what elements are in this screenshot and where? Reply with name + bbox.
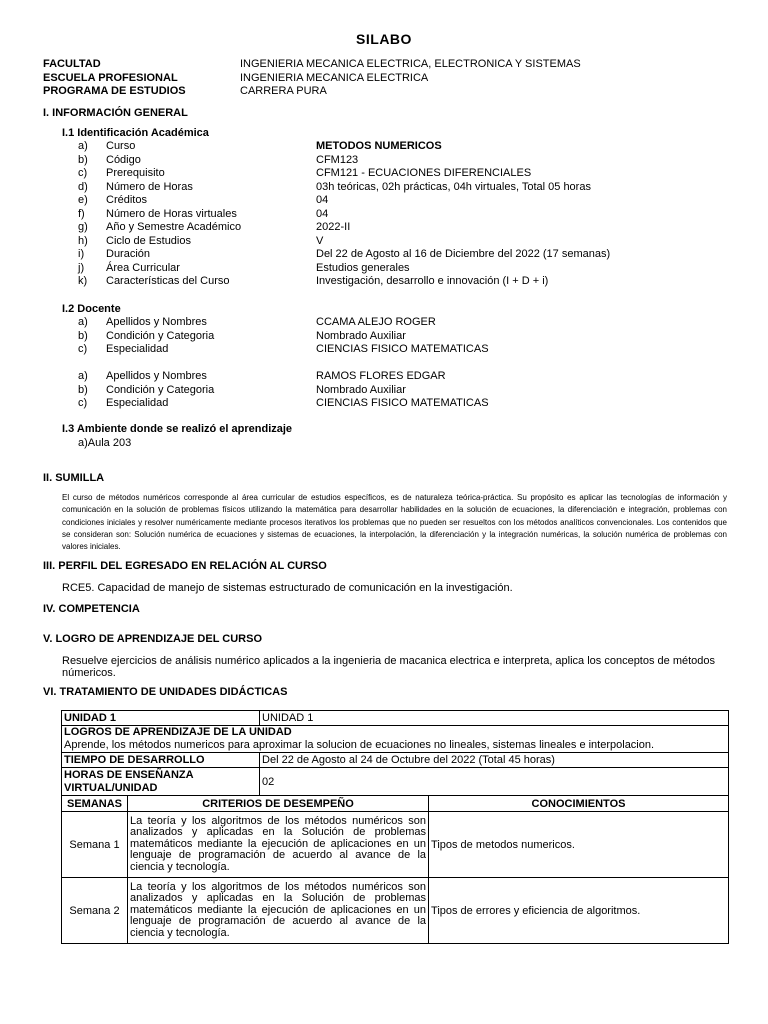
item-letter: a) [78,140,88,152]
header-label: FACULTAD [43,58,101,70]
classroom-item [78,437,131,449]
item-label: Número de Horas [106,180,193,193]
item-letter: b) [78,153,88,166]
knowledge-cell: Tipos de metodos numericos. [429,812,729,878]
item-letter: b) [78,329,88,342]
week-cell: Semana 1 [62,812,128,878]
item-label: Número de Horas virtuales [106,207,237,220]
section-6-title: VI. TRATAMIENTO DE UNIDADES DIDÁCTICAS [43,686,288,698]
item-letter: a) [78,370,88,382]
table-row [62,768,729,796]
criteria-cell: La teoría y los algoritmos de los métodos numéricos son analizados y aplicadas en la Solución de problemas matemáticos mediante la ejecución de aplicaciones en un lenguaje de programación de acuerdo al avance de la ciencia y tecnología. [128,878,429,944]
item-label: Año y Semestre Académico [106,221,242,233]
list-item [0,181,768,194]
section-2-title: II. SUMILLA [43,472,105,484]
item-value: 03h teóricas, 02h prácticas, 04h virtuales, Total 05 horas [316,180,591,193]
item-label: Área Curricular [106,261,180,274]
item-value: CIENCIAS FISICO MATEMATICAS [316,343,489,355]
section-3-title: III. PERFIL DEL EGRESADO EN RELACIÓN AL CURSO [43,560,327,572]
item-letter: c) [78,167,88,179]
list-item [0,275,768,288]
logros-text: Aprende, los métodos numericos para aproximar la solucion de ecuaciones no lineales, sistemas lineales e interpolacion. [64,739,655,751]
subsection-1-2-title: I.2 Docente [62,303,121,315]
logros-label: LOGROS DE APRENDIZAJE DE LA UNIDAD [64,726,292,738]
horas-label-cell: HORAS DE ENSEÑANZA VIRTUAL/UNIDAD [62,768,260,796]
list-item [0,262,768,275]
item-value: V [316,234,324,247]
item-value: Del 22 de Agosto al 16 de Diciembre del 2022 (17 semanas) [316,248,611,260]
item-letter: b) [78,383,88,396]
item-letter: a) [78,316,88,328]
item-label: Prerequisito [106,167,165,179]
item-label: Apellidos y Nombres [106,370,207,382]
item-label: Especialidad [106,343,169,355]
logro-text: Resuelve ejercicios de análisis numérico aplicados a la ingenieria de macanica electrica e interpreta, aplica los conceptos de métodos númericos. [62,655,716,679]
item-label: Características del Curso [106,275,230,287]
list-item [0,370,768,383]
list-item [0,194,768,207]
horas-value-cell: 02 [260,768,729,796]
item-value: METODOS NUMERICOS [316,140,442,152]
item-letter: k) [78,275,88,287]
table-row [62,878,729,944]
table-row [62,812,729,878]
item-label: Duración [106,248,151,260]
col-header-conocimientos: CONOCIMIENTOS [429,796,729,812]
col-header-semanas: SEMANAS [62,796,128,812]
item-letter: g) [78,221,88,233]
unit-label-cell: UNIDAD 1 [62,711,260,726]
header-label: ESCUELA PROFESIONAL [43,72,178,84]
subsection-1-3-title: I.3 Ambiente donde se realizó el aprendizaje [62,423,293,435]
list-item [0,221,768,234]
item-letter: h) [78,234,88,247]
item-value: 04 [316,207,329,220]
list-item [0,384,768,397]
list-item [0,140,768,153]
classroom-value: Aula 203 [87,437,132,449]
item-label: Créditos [106,194,147,206]
item-label: Curso [106,140,136,152]
document-title: SILABO [356,31,412,47]
item-label: Especialidad [106,397,169,409]
item-value: Nombrado Auxiliar [316,383,406,396]
table-row [62,753,729,768]
list-item [0,154,768,167]
item-letter: e) [78,194,88,206]
list-item [0,316,768,329]
item-label: Código [106,153,141,166]
item-letter: c) [78,397,88,409]
item-value: CFM123 [316,153,359,166]
header-value: INGENIERIA MECANICA ELECTRICA, ELECTRONICA Y SISTEMAS [240,58,581,70]
item-value: Nombrado Auxiliar [316,329,406,342]
list-item [0,248,768,261]
section-4-title: IV. COMPETENCIA [43,603,140,615]
header-value: CARRERA PURA [240,85,327,97]
item-value: RAMOS FLORES EDGAR [316,370,446,382]
item-label: Condición y Categoria [106,329,215,342]
table-row [62,711,729,726]
tiempo-value-cell: Del 22 de Agosto al 24 de Octubre del 2022 (Total 45 horas) [260,753,729,768]
item-letter: f) [78,207,85,220]
tiempo-label-cell: TIEMPO DE DESARROLLO [62,753,260,768]
knowledge-cell: Tipos de errores y eficiencia de algoritmos. [429,878,729,944]
item-value: Estudios generales [316,261,410,274]
sumilla-text: El curso de métodos numéricos corresponde al área curricular de estudios específicos, es de naturaleza teórica-práctica. Su propósito es aplicar las tecnologías de información y comunicación en la solución de problemas físicos utilizando la matemática para desarrollar habilidades en la solución de ecuaciones, la diferenciación e integración, problemas con condiciones iniciales y resolver numéricamente mediante procesos iterativos los problemas que no pueden ser resueltos con los métodos analíticos convencionales. Los contenidos que se consideran son: Solución numérica de ecuaciones y sistemas de ecuaciones, la interpolación, la diferenciación y la integración numéricas, la solución numérica de problemas con valores iniciales. [62,493,727,552]
item-letter: j) [78,261,85,274]
section-5-title: V. LOGRO DE APRENDIZAJE DEL CURSO [43,633,263,645]
item-value: CIENCIAS FISICO MATEMATICAS [316,397,489,409]
unit-value-cell: UNIDAD 1 [260,711,729,726]
list-item [0,397,768,410]
list-item [0,167,768,180]
criteria-cell: La teoría y los algoritmos de los métodos numéricos son analizados y aplicadas en la Solución de problemas matemáticos mediante la ejecución de aplicaciones en un lenguaje de programación de acuerdo al avance de la ciencia y tecnología. [128,812,429,878]
units-table [61,710,729,944]
item-value: CCAMA ALEJO ROGER [316,316,436,328]
perfil-text: RCE5. Capacidad de manejo de sistemas estructurado de comunicación en la investigación. [62,582,513,594]
item-label: Ciclo de Estudios [106,234,191,247]
item-label: Condición y Categoria [106,383,215,396]
item-letter: i) [78,248,85,260]
header-label: PROGRAMA DE ESTUDIOS [43,85,186,97]
list-item [0,343,768,356]
list-item [0,208,768,221]
logros-cell [62,726,729,753]
section-1-title: I. INFORMACIÓN GENERAL [43,107,188,119]
item-value: 2022-II [316,221,351,233]
classroom-letter: a) [78,437,88,449]
item-value: 04 [316,194,329,206]
table-header-row [62,796,729,812]
item-value: Investigación, desarrollo e innovación (I + D + i) [316,275,549,287]
table-row [62,726,729,753]
item-letter: c) [78,343,88,355]
list-item [0,235,768,248]
subsection-1-1-title: I.1 Identificación Académica [62,127,209,139]
header-value: INGENIERIA MECANICA ELECTRICA [240,72,429,84]
item-value: CFM121 - ECUACIONES DIFERENCIALES [316,167,532,179]
item-letter: d) [78,180,88,193]
week-cell: Semana 2 [62,878,128,944]
item-label: Apellidos y Nombres [106,316,207,328]
list-item [0,330,768,343]
col-header-criterios: CRITERIOS DE DESEMPEÑO [128,796,429,812]
